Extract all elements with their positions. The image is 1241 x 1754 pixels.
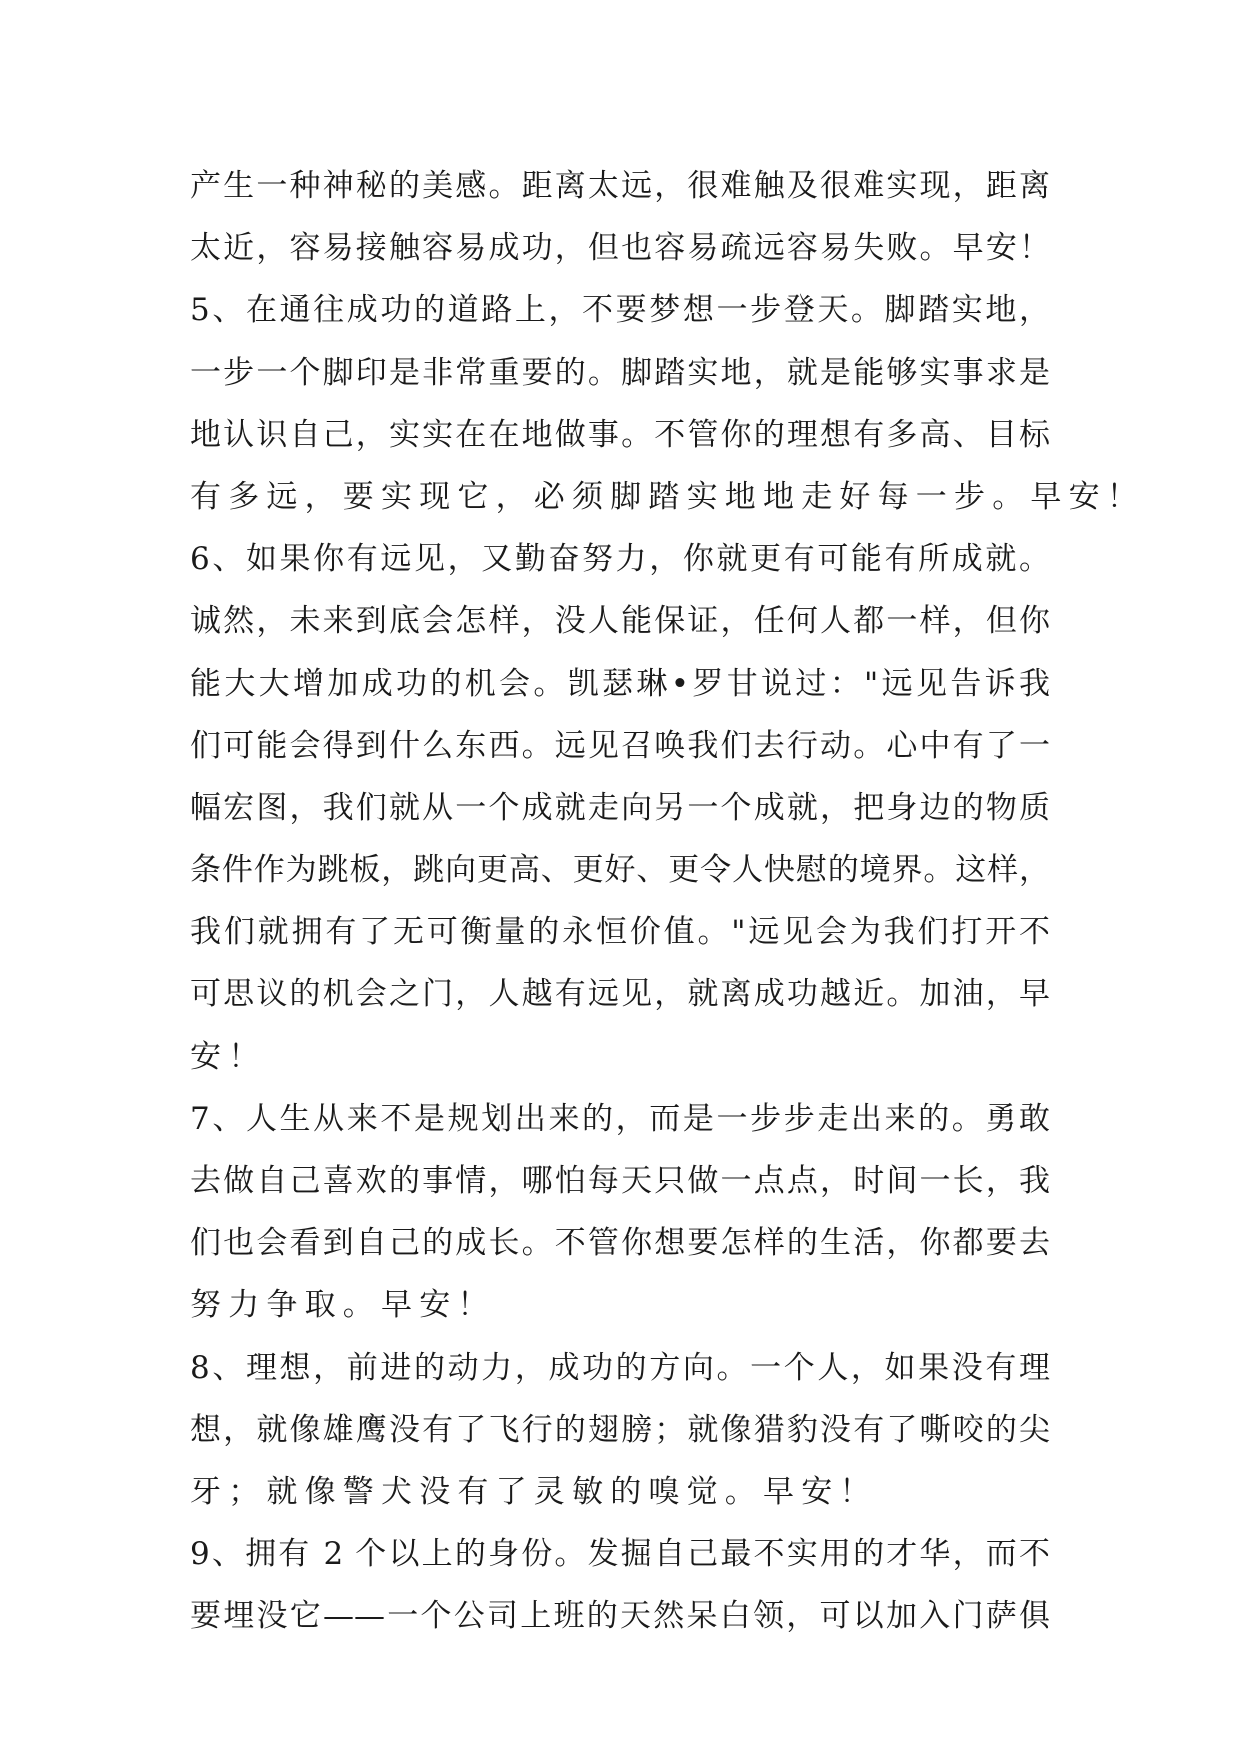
- text-line-19: 努力争取。早安！: [190, 1287, 496, 1324]
- text-line-24: 要埋没它——一个公司上班的天然呆白领，可以加入门萨俱: [190, 1598, 1050, 1635]
- text-line-12: 条件作为跳板，跳向更高、更好、更令人快慰的境界。这样，: [190, 852, 1050, 889]
- text-line-6: 有多远，要实现它，必须脚踏实地地走好每一步。早安！: [190, 478, 1145, 515]
- document-body: [190, 155, 1145, 1648]
- text-line-4: 一步一个脚印是非常重要的。脚踏实地，就是能够实事求是: [190, 354, 1050, 391]
- text-line-2: 太近，容易接触容易成功，但也容易疏远容易失败。早安！: [190, 230, 1050, 267]
- text-line-18: 们也会看到自己的成长。不管你想要怎样的生活，你都要去: [190, 1225, 1050, 1262]
- text-line-20: 8、理想，前进的动力，成功的方向。一个人，如果没有理: [190, 1349, 1050, 1386]
- text-line-7: 6、如果你有远见，又勤奋努力，你就更有可能有所成就。: [190, 541, 1050, 578]
- text-line-21: 想，就像雄鹰没有了飞行的翅膀；就像猎豹没有了嘶咬的尖: [190, 1411, 1050, 1448]
- text-line-14: 可思议的机会之门，人越有远见，就离成功越近。加油，早: [190, 976, 1050, 1013]
- text-line-1: 产生一种神秘的美感。距离太远，很难触及很难实现，距离: [190, 168, 1050, 204]
- text-line-9: 能大大增加成功的机会。凯瑟琳•罗甘说过："远见告诉我: [190, 665, 1050, 702]
- text-line-15: 安！: [190, 1038, 267, 1075]
- text-line-22: 牙；就像警犬没有了灵敏的嗅觉。早安！: [190, 1473, 878, 1510]
- text-line-16: 7、人生从来不是规划出来的，而是一步步走出来的。勇敢: [190, 1100, 1050, 1137]
- text-line-17: 去做自己喜欢的事情，哪怕每天只做一点点，时间一长，我: [190, 1163, 1050, 1199]
- text-line-5: 地认识自己，实实在在地做事。不管你的理想有多高、目标: [190, 416, 1050, 453]
- text-line-3: 5、在通往成功的道路上，不要梦想一步登天。脚踏实地，: [190, 292, 1050, 329]
- text-line-13: 我们就拥有了无可衡量的永恒价值。"远见会为我们打开不: [190, 914, 1050, 951]
- text-line-10: 们可能会得到什么东西。远见召唤我们去行动。心中有了一: [190, 727, 1050, 764]
- text-line-8: 诚然，未来到底会怎样，没人能保证，任何人都一样，但你: [190, 603, 1050, 640]
- text-line-23: 9、拥有 2 个以上的身份。发掘自己最不实用的才华，而不: [190, 1536, 1050, 1573]
- text-line-11: 幅宏图，我们就从一个成就走向另一个成就，把身边的物质: [190, 789, 1050, 826]
